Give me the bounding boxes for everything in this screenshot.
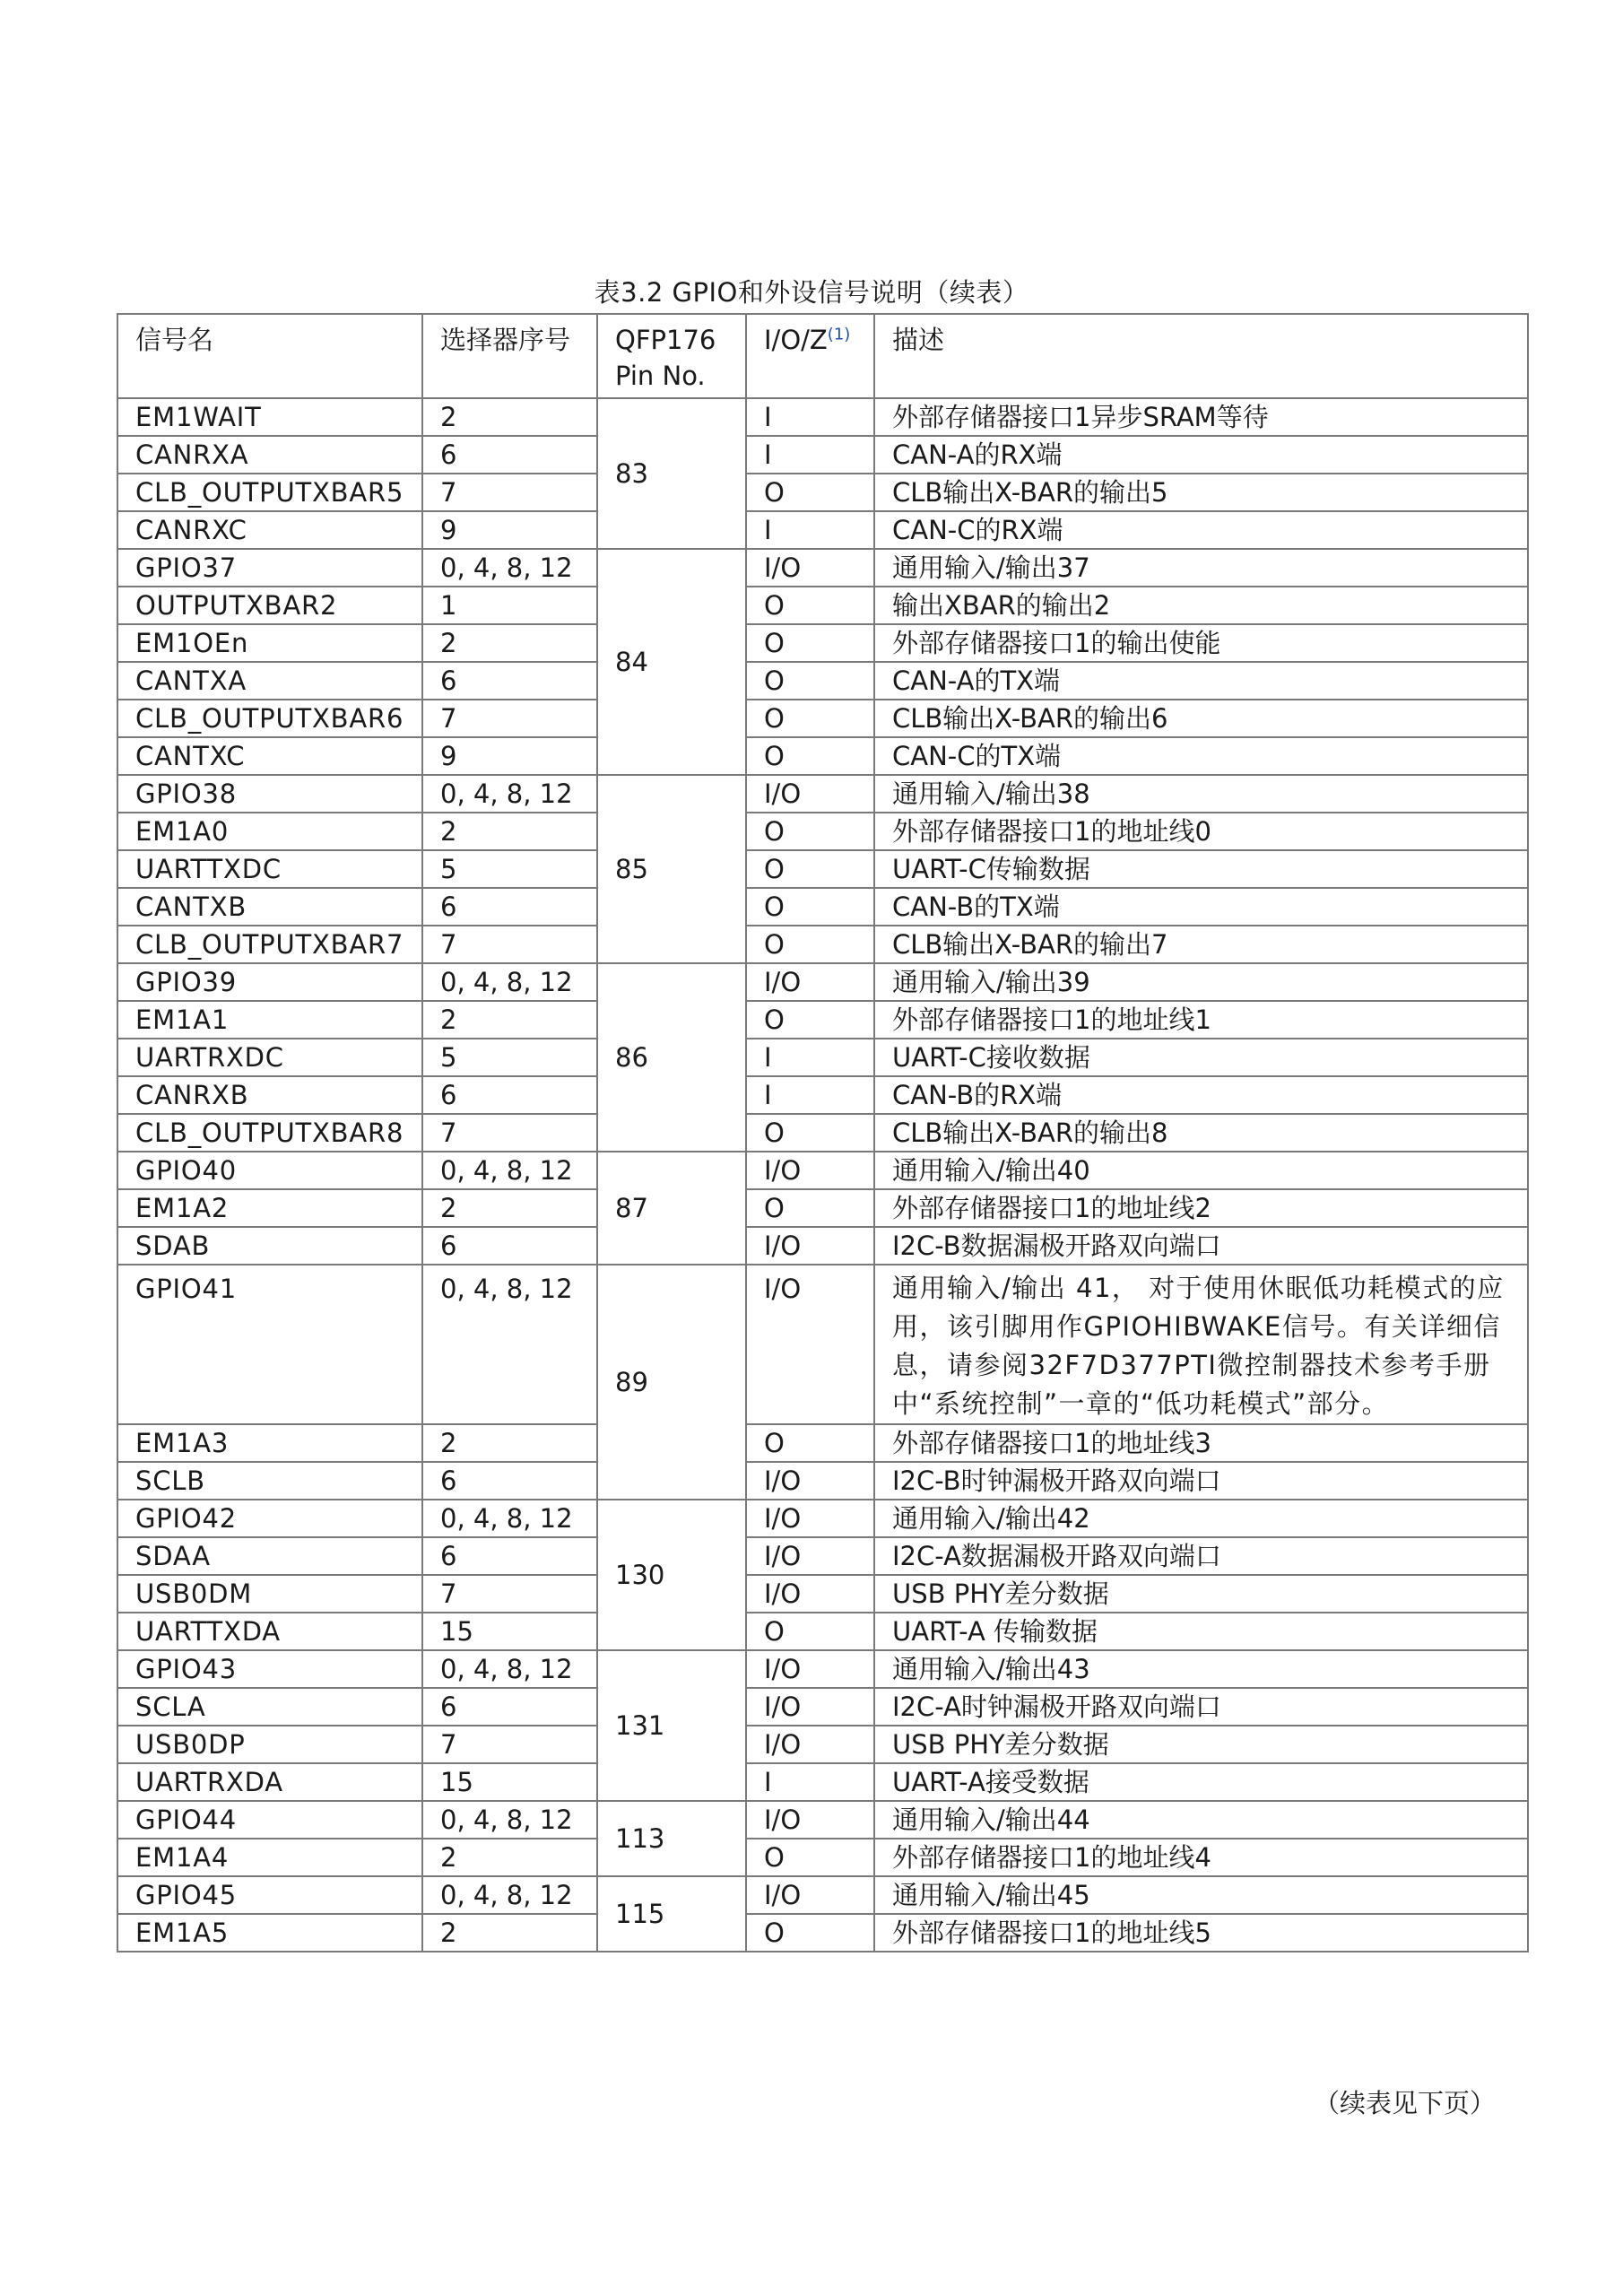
mux-position-cell: 0, 4, 8, 12: [422, 1650, 597, 1688]
io-type-cell: O: [746, 737, 874, 775]
table-row: [117, 1462, 1528, 1500]
description-cell: 通用输入/输出45: [874, 1876, 1528, 1914]
table-row: [117, 1039, 1528, 1076]
mux-position-cell: 9: [422, 737, 597, 775]
description-cell: I2C-A时钟漏极开路双向端口: [874, 1688, 1528, 1726]
description-cell: UART-A接受数据: [874, 1763, 1528, 1801]
description-cell: UART-C接收数据: [874, 1039, 1528, 1076]
io-type-cell: O: [746, 813, 874, 850]
mux-position-cell: 5: [422, 1039, 597, 1076]
table-row: [117, 474, 1528, 511]
io-type-cell: I/O: [746, 1801, 874, 1839]
io-type-cell: I: [746, 1039, 874, 1076]
description-cell: 外部存储器接口1异步SRAM等待: [874, 398, 1528, 436]
signal-name-cell: SDAB: [117, 1227, 422, 1265]
table-row: [117, 926, 1528, 963]
table-row: [117, 1688, 1528, 1726]
mux-position-cell: 15: [422, 1613, 597, 1650]
signal-name-cell: CANTXB: [117, 888, 422, 926]
signal-name-cell: UARTTXDA: [117, 1613, 422, 1650]
mux-position-cell: 7: [422, 1726, 597, 1763]
mux-position-cell: 7: [422, 926, 597, 963]
io-type-cell: O: [746, 1001, 874, 1039]
io-type-cell: O: [746, 700, 874, 737]
io-type-cell: I/O: [746, 1152, 874, 1189]
signal-name-cell: CANRXC: [117, 511, 422, 549]
mux-position-cell: 0, 4, 8, 12: [422, 1801, 597, 1839]
io-type-cell: I/O: [746, 963, 874, 1001]
mux-position-cell: 2: [422, 398, 597, 436]
signal-name-cell: SCLB: [117, 1462, 422, 1500]
io-type-cell: O: [746, 1613, 874, 1650]
table-row: [117, 1537, 1528, 1575]
table-caption: 表3.2 GPIO和外设信号说明（续表）: [594, 277, 1029, 308]
table-row: [117, 1726, 1528, 1763]
description-cell: USB PHY差分数据: [874, 1726, 1528, 1763]
io-type-cell: I/O: [746, 1876, 874, 1914]
signal-name-cell: CANTXA: [117, 662, 422, 700]
signal-name-cell: USB0DP: [117, 1726, 422, 1763]
header-io-label: I/O/Z: [764, 325, 828, 355]
description-cell: UART-A 传输数据: [874, 1613, 1528, 1650]
table-body: [117, 398, 1528, 1952]
description-cell: UART-C传输数据: [874, 850, 1528, 888]
description-cell: 输出XBAR的输出2: [874, 587, 1528, 624]
description-cell: 通用输入/输出 41， 对于使用休眠低功耗模式的应用，该引脚用作GPIOHIBWAKE信号。有关详细信息，请参阅32F7D377PTI微控制器技术参考手册中“系统控制”一章的“低功耗模式”部分。: [874, 1265, 1528, 1424]
io-type-cell: O: [746, 474, 874, 511]
io-type-cell: I/O: [746, 549, 874, 587]
io-type-cell: I/O: [746, 1726, 874, 1763]
mux-position-cell: 0, 4, 8, 12: [422, 549, 597, 587]
pin-number-cell: 131: [597, 1650, 746, 1801]
io-type-cell: I/O: [746, 1575, 874, 1613]
signal-name-cell: GPIO41: [117, 1265, 422, 1424]
io-type-cell: I/O: [746, 1650, 874, 1688]
table-header-row: [117, 314, 1528, 398]
io-type-cell: O: [746, 1114, 874, 1152]
pin-number-cell: 86: [597, 963, 746, 1152]
description-cell: CLB输出X-BAR的输出7: [874, 926, 1528, 963]
pin-number-cell: 85: [597, 775, 746, 963]
mux-position-cell: 9: [422, 511, 597, 549]
description-cell: CLB输出X-BAR的输出6: [874, 700, 1528, 737]
mux-position-cell: 2: [422, 1189, 597, 1227]
description-cell: CAN-A的RX端: [874, 436, 1528, 474]
signal-name-cell: GPIO45: [117, 1876, 422, 1914]
signal-name-cell: EM1A2: [117, 1189, 422, 1227]
mux-position-cell: 6: [422, 1688, 597, 1726]
io-type-cell: I/O: [746, 1688, 874, 1726]
table-row: [117, 813, 1528, 850]
mux-position-cell: 2: [422, 1914, 597, 1952]
io-type-cell: I/O: [746, 1227, 874, 1265]
table-row: [117, 1914, 1528, 1952]
io-type-cell: O: [746, 926, 874, 963]
io-type-cell: I/O: [746, 1500, 874, 1537]
description-cell: USB PHY差分数据: [874, 1575, 1528, 1613]
io-type-cell: I/O: [746, 1462, 874, 1500]
description-cell: CAN-C的RX端: [874, 511, 1528, 549]
signal-name-cell: CLB_OUTPUTXBAR8: [117, 1114, 422, 1152]
description-cell: 通用输入/输出44: [874, 1801, 1528, 1839]
mux-position-cell: 6: [422, 436, 597, 474]
header-signal-name: 信号名: [117, 314, 422, 398]
table-row: [117, 1500, 1528, 1537]
mux-position-cell: 7: [422, 700, 597, 737]
mux-position-cell: 6: [422, 1462, 597, 1500]
io-type-cell: I: [746, 1763, 874, 1801]
table-row: [117, 1265, 1528, 1424]
signal-name-cell: GPIO37: [117, 549, 422, 587]
description-cell: 外部存储器接口1的地址线0: [874, 813, 1528, 850]
io-type-cell: I/O: [746, 1537, 874, 1575]
table-row: [117, 850, 1528, 888]
description-cell: 通用输入/输出43: [874, 1650, 1528, 1688]
mux-position-cell: 0, 4, 8, 12: [422, 1876, 597, 1914]
description-cell: 外部存储器接口1的地址线1: [874, 1001, 1528, 1039]
pin-number-cell: 83: [597, 398, 746, 549]
mux-position-cell: 7: [422, 1114, 597, 1152]
description-cell: 通用输入/输出42: [874, 1500, 1528, 1537]
mux-position-cell: 6: [422, 1076, 597, 1114]
signal-name-cell: CLB_OUTPUTXBAR6: [117, 700, 422, 737]
signal-name-cell: SDAA: [117, 1537, 422, 1575]
signal-name-cell: CANRXA: [117, 436, 422, 474]
signal-name-cell: CANRXB: [117, 1076, 422, 1114]
mux-position-cell: 0, 4, 8, 12: [422, 775, 597, 813]
table-row: [117, 624, 1528, 662]
mux-position-cell: 1: [422, 587, 597, 624]
description-cell: 外部存储器接口1的地址线4: [874, 1839, 1528, 1876]
table-row: [117, 511, 1528, 549]
mux-position-cell: 5: [422, 850, 597, 888]
mux-position-cell: 2: [422, 1001, 597, 1039]
io-type-cell: O: [746, 1189, 874, 1227]
table-row: [117, 1114, 1528, 1152]
table-row: [117, 1763, 1528, 1801]
io-type-cell: O: [746, 1839, 874, 1876]
signal-name-cell: UARTRXDC: [117, 1039, 422, 1076]
table-row: [117, 1189, 1528, 1227]
mux-position-cell: 15: [422, 1763, 597, 1801]
io-type-cell: O: [746, 1424, 874, 1462]
mux-position-cell: 7: [422, 1575, 597, 1613]
signal-name-cell: EM1A1: [117, 1001, 422, 1039]
table-row: [117, 737, 1528, 775]
table-row: [117, 398, 1528, 436]
description-cell: I2C-B时钟漏极开路双向端口: [874, 1462, 1528, 1500]
gpio-signal-table: [117, 313, 1529, 1952]
io-type-cell: I/O: [746, 1265, 874, 1424]
table-row: [117, 549, 1528, 587]
signal-name-cell: GPIO44: [117, 1801, 422, 1839]
description-cell: 外部存储器接口1的地址线2: [874, 1189, 1528, 1227]
mux-position-cell: 2: [422, 1839, 597, 1876]
header-pin-number: [597, 314, 746, 398]
table-row: [117, 888, 1528, 926]
io-type-cell: O: [746, 850, 874, 888]
table-row: [117, 1839, 1528, 1876]
footnote-ref[interactable]: (1): [827, 325, 851, 344]
pin-number-cell: 113: [597, 1801, 746, 1876]
signal-name-cell: EM1OEn: [117, 624, 422, 662]
mux-position-cell: 0, 4, 8, 12: [422, 1152, 597, 1189]
description-cell: CLB输出X-BAR的输出8: [874, 1114, 1528, 1152]
io-type-cell: I: [746, 436, 874, 474]
description-cell: 外部存储器接口1的输出使能: [874, 624, 1528, 662]
io-type-cell: I: [746, 1076, 874, 1114]
table-row: [117, 662, 1528, 700]
table-row: [117, 700, 1528, 737]
mux-position-cell: 0, 4, 8, 12: [422, 963, 597, 1001]
header-mux-position: 选择器序号: [422, 314, 597, 398]
mux-position-cell: 6: [422, 888, 597, 926]
signal-name-cell: GPIO43: [117, 1650, 422, 1688]
description-cell: I2C-B数据漏极开路双向端口: [874, 1227, 1528, 1265]
signal-name-cell: EM1A4: [117, 1839, 422, 1876]
mux-position-cell: 6: [422, 1537, 597, 1575]
mux-position-cell: 2: [422, 813, 597, 850]
table-row: [117, 1876, 1528, 1914]
io-type-cell: O: [746, 1914, 874, 1952]
table-row: [117, 1650, 1528, 1688]
description-cell: I2C-A数据漏极开路双向端口: [874, 1537, 1528, 1575]
description-cell: CAN-B的TX端: [874, 888, 1528, 926]
signal-name-cell: CLB_OUTPUTXBAR5: [117, 474, 422, 511]
table-row: [117, 1227, 1528, 1265]
table-row: [117, 1001, 1528, 1039]
table-row: [117, 963, 1528, 1001]
pin-number-cell: 84: [597, 549, 746, 775]
io-type-cell: O: [746, 624, 874, 662]
description-cell: CAN-C的TX端: [874, 737, 1528, 775]
io-type-cell: O: [746, 587, 874, 624]
signal-name-cell: UARTRXDA: [117, 1763, 422, 1801]
description-cell: CAN-B的RX端: [874, 1076, 1528, 1114]
mux-position-cell: 0, 4, 8, 12: [422, 1500, 597, 1537]
header-description: 描述: [874, 314, 1528, 398]
mux-position-cell: 7: [422, 474, 597, 511]
signal-name-cell: CANTXC: [117, 737, 422, 775]
signal-name-cell: EM1WAIT: [117, 398, 422, 436]
io-type-cell: O: [746, 662, 874, 700]
pin-number-cell: 87: [597, 1152, 746, 1265]
pin-number-cell: 130: [597, 1500, 746, 1650]
mux-position-cell: 2: [422, 624, 597, 662]
signal-name-cell: GPIO40: [117, 1152, 422, 1189]
mux-position-cell: 2: [422, 1424, 597, 1462]
table-row: [117, 1613, 1528, 1650]
signal-name-cell: USB0DM: [117, 1575, 422, 1613]
header-pin-line1: QFP176: [615, 325, 716, 355]
description-cell: 通用输入/输出38: [874, 775, 1528, 813]
table-row: [117, 436, 1528, 474]
description-cell: 外部存储器接口1的地址线5: [874, 1914, 1528, 1952]
signal-name-cell: OUTPUTXBAR2: [117, 587, 422, 624]
table-row: [117, 775, 1528, 813]
table-row: [117, 1152, 1528, 1189]
io-type-cell: O: [746, 888, 874, 926]
description-cell: CLB输出X-BAR的输出5: [874, 474, 1528, 511]
description-cell: 通用输入/输出37: [874, 549, 1528, 587]
description-cell: 外部存储器接口1的地址线3: [874, 1424, 1528, 1462]
description-cell: 通用输入/输出39: [874, 963, 1528, 1001]
header-io-type: [746, 314, 874, 398]
io-type-cell: I/O: [746, 775, 874, 813]
io-type-cell: I: [746, 398, 874, 436]
description-cell: 通用输入/输出40: [874, 1152, 1528, 1189]
signal-name-cell: CLB_OUTPUTXBAR7: [117, 926, 422, 963]
signal-name-cell: EM1A0: [117, 813, 422, 850]
mux-position-cell: 6: [422, 662, 597, 700]
signal-name-cell: GPIO38: [117, 775, 422, 813]
table-row: [117, 587, 1528, 624]
table-row: [117, 1424, 1528, 1462]
continued-note: （续表见下页）: [1313, 2088, 1496, 2118]
mux-position-cell: 6: [422, 1227, 597, 1265]
table-row: [117, 1801, 1528, 1839]
mux-position-cell: 0, 4, 8, 12: [422, 1265, 597, 1424]
io-type-cell: I: [746, 511, 874, 549]
signal-name-cell: EM1A3: [117, 1424, 422, 1462]
description-cell: CAN-A的TX端: [874, 662, 1528, 700]
signal-name-cell: UARTTXDC: [117, 850, 422, 888]
signal-name-cell: GPIO39: [117, 963, 422, 1001]
signal-table-container: [117, 313, 1527, 1952]
pin-number-cell: 115: [597, 1876, 746, 1952]
table-row: [117, 1076, 1528, 1114]
table-row: [117, 1575, 1528, 1613]
pin-number-cell: 89: [597, 1265, 746, 1500]
signal-name-cell: SCLA: [117, 1688, 422, 1726]
signal-name-cell: EM1A5: [117, 1914, 422, 1952]
header-pin-line2: Pin No.: [615, 361, 706, 391]
signal-name-cell: GPIO42: [117, 1500, 422, 1537]
